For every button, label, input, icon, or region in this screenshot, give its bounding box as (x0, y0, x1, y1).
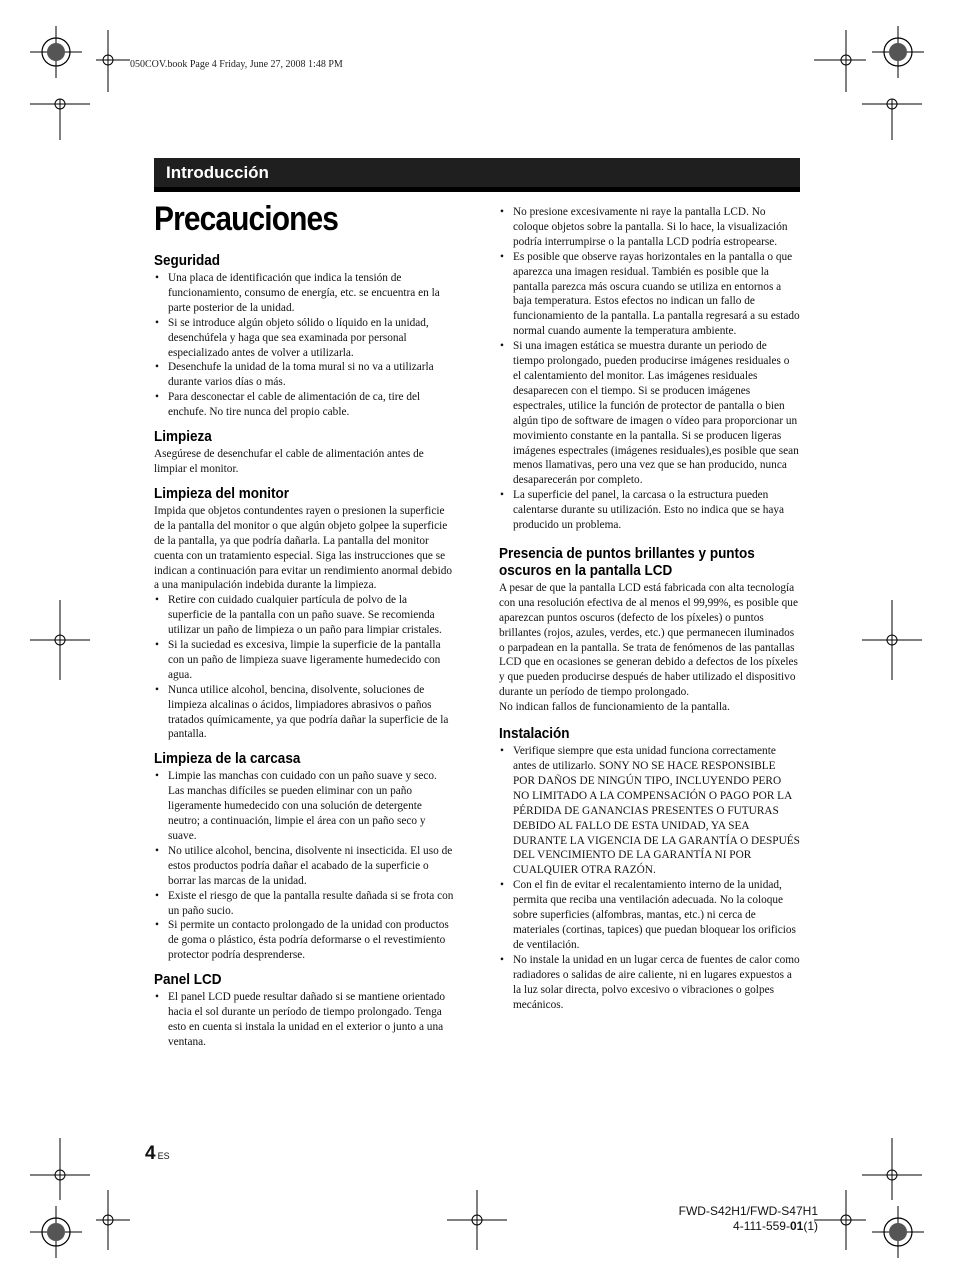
paragraph: Impida que objetos contundentes rayen o presionen la superficie de la pantalla del monitor o que algún objeto golpee la superficie de la pantalla, ya que podría dañarla. La pantalla del monitor cuenta con un tratamiento especial. Siga las instrucciones que se indican a continuación para evitar un rendimiento anormal debido a una manipulación indebida durante la limpieza. (154, 504, 453, 592)
list-item: • Limpie las manchas con cuidado con un paño suave y seco. Las manchas difíciles se pueden eliminar con un paño ligeramente humedecido con una solución de detergente neutro; a continuación, limpie el área con un paño seco y suave. (154, 769, 454, 844)
page-number-value: 4 (145, 1143, 156, 1164)
paragraph: Asegúrese de desenchufar el cable de alimentación antes de limpiar el monitor. (154, 448, 424, 475)
code-bold: 01 (789, 1219, 804, 1233)
section-label: Introducción (166, 163, 269, 182)
list-item: • Existe el riesgo de que la pantalla resulte dañada si se frota con un paño sucio. (154, 889, 454, 919)
list-item: • La superficie del panel, la carcasa o la estructura pueden calentarse durante su utilización. Esto no indica que se haya producido un problema. (499, 488, 800, 533)
model-number: FWD-S42H1/FWD-S47H1 (678, 1204, 818, 1218)
heading-limpieza: Limpieza (154, 428, 212, 446)
list-item: • Desenchufe la unidad de la toma mural si no va a utilizarla durante varios días o más. (154, 360, 454, 390)
list-item: • Si una imagen estática se muestra durante un periodo de tiempo prolongado, pueden producirse imágenes residuales o el calentamiento del monitor. Las imágenes residuales desaparecen con el tiempo. Si se producen imágenes espectrales, utilice la función de protector de pantalla o bien algún tipo de software de imagen o vídeo para proporcionar un movimiento constante en la pantalla. Si se producen ligeras imágenes espectrales (imágenes residuales),es posible que sean menos llamativas, pero una vez que se han producido, nunca desaparecerán por completo. (499, 339, 800, 488)
list-item: • Si la suciedad es excesiva, limpie la superficie de la pantalla con un paño de limpieza suave ligeramente humedecido con agua. (154, 638, 454, 683)
heading-limpieza-carcasa: Limpieza de la carcasa (154, 750, 301, 768)
file-header: 050COV.book Page 4 Friday, June 27, 2008 1:48 PM (130, 59, 343, 70)
heading-instalacion: Instalación (499, 725, 570, 743)
list-item: • Con el fin de evitar el recalentamiento interno de la unidad, permita que reciba una ventilación adecuada. No la coloque sobre superficies (alfombras, mantas, etc.) ni cerca de materiales (cortinas, tapices) que puedan bloquear los orificios de ventilación. (499, 878, 800, 953)
heading-puntos: Presencia de puntos brillantes y puntos oscuros en la pantalla LCD (499, 544, 755, 579)
list-item: • El panel LCD puede resultar dañado si se mantiene orientado hacia el sol durante un período de tiempo prolongado. Tenga esto en cuenta si instala la unidad en el exterior o junto a una ventana. (154, 990, 454, 1050)
list-item: • No presione excesivamente ni raye la pantalla LCD. No coloque objetos sobre la pantalla. Si lo hace, la visualización podría interrumpirse o la pantalla LCD podría estropearse. (499, 205, 800, 250)
code-suffix: (1) (803, 1219, 818, 1233)
list-item: • Nunca utilice alcohol, bencina, disolvente, soluciones de limpieza alcalinas o ácidos, limpiadores abrasivos o paños tratados químicamente, ya que podría dañar la superficie de la pantalla. (154, 683, 454, 743)
list-item: • Verifique siempre que esta unidad funciona correctamente antes de utilizarlo. SONY NO SE HACE RESPONSIBLE POR DAÑOS DE NINGÚN TIPO, INCLUYENDO PERO NO LIMITADO A LA COMPENSACIÓN O PAGO POR LA PÉRDIDA DE GANANCIAS PRESENTES O FUTURAS DEBIDO AL FALLO DE ESTA UNIDAD, YA SEA DURANTE LA VIGENCIA DE LA GARANTÍA O DESPUÉS DEL VENCIMIENTO DE LA GARANTÍA NI POR CUALQUIER OTRA RAZÓN. (499, 744, 800, 878)
list-item: • Si se introduce algún objeto sólido o líquido en la unidad, desenchúfela y haga que sea examinada por personal especializado antes de volver a utilizarla. (154, 316, 454, 361)
page-title: Precauciones (154, 200, 339, 238)
heading-limpieza-monitor: Limpieza del monitor (154, 484, 290, 502)
list-item: • Retire con cuidado cualquier partícula de polvo de la superficie de la pantalla con un paño suave. Se recomienda utilizar un paño de limpieza o un paño para limpiar cristales. (154, 593, 454, 638)
list-item: • Para desconectar el cable de alimentación de ca, tire del enchufe. No tire nunca del propio cable. (154, 390, 454, 420)
list-item: • No instale la unidad en un lugar cerca de fuentes de calor como radiadores o salidas de aire caliente, ni en lugares expuestos a la luz solar directa, polvo excesivo o vibraciones o golpes mecánicos. (499, 953, 800, 1013)
heading-panel-lcd: Panel LCD (154, 971, 222, 989)
paragraph-note: No indican fallos de funcionamiento de la pantalla. (499, 701, 730, 714)
code-prefix: 4-111-559- (733, 1219, 790, 1233)
paragraph: A pesar de que la pantalla LCD está fabricada con alta tecnología con una resolución efectiva de al menos el 99,99%, es posible que aparezcan puntos oscuros (defecto de los píxeles) o puntos brillantes (rojos, azules, verdes, etc.) que permanecen iluminados o parpadean en la pantalla. Se trata de fenómenos de las pantallas LCD que en ocasiones se generan debido a defectos de los píxeles y que pueden producirse después de haber utilizado el dispositivo durante un período de tiempo prolongado. (499, 581, 798, 699)
language-code: ES (157, 1151, 170, 1161)
list-item: • Una placa de identificación que indica la tensión de funcionamiento, consumo de energía, etc. se encuentra en la parte posterior de la unidad. (154, 271, 454, 316)
list-item: • Si permite un contacto prolongado de la unidad con productos de goma o plástico, ésta podría deformarse o el revestimiento protector podría desprenderse. (154, 918, 454, 963)
list-item: • No utilice alcohol, bencina, disolvente ni insecticida. El uso de estos productos podría dañar el acabado de la superficie o borrar las marcas de la unidad. (154, 844, 454, 889)
list-item: • Es posible que observe rayas horizontales en la pantalla o que aparezca una imagen residual. También es posible que la pantalla parezca más oscura cuando se utiliza en entornos a baja temperatura. Estos efectos no indican un fallo de funcionamiento de la pantalla. La pantalla regresará a su estado normal cuando aumente la temperatura ambiente. (499, 250, 800, 339)
heading-seguridad: Seguridad (154, 252, 221, 269)
